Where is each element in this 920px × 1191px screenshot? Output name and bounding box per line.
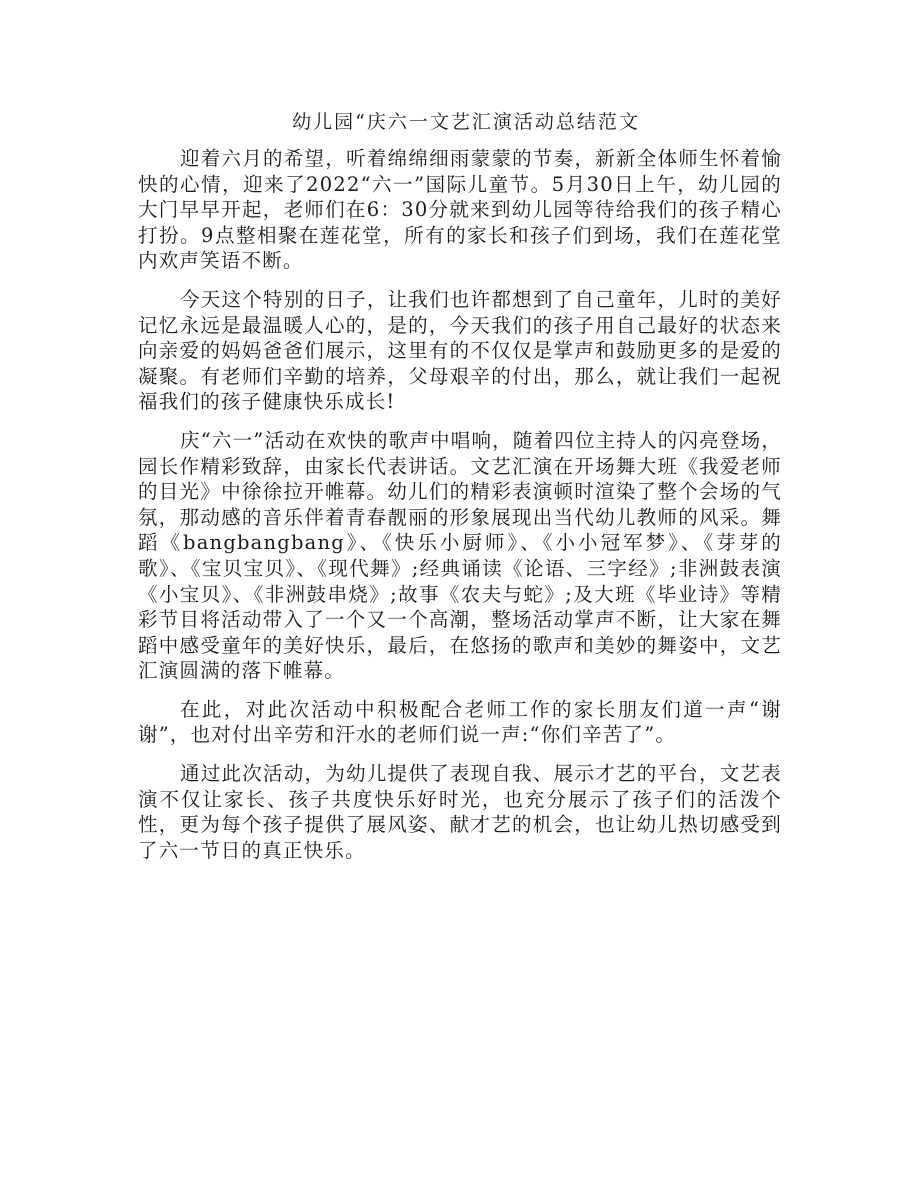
- paragraph-thanks: 在此，对此次活动中积极配合老师工作的家长朋友们道一声“谢谢”，也对付出辛劳和汗水的老师们说一声:“你们辛苦了”。: [138, 697, 782, 747]
- paragraph-performances: 庆“六一”活动在欢快的歌声中唱响，随着四位主持人的闪亮登场，园长作精彩致辞，由家长代表讲话。文艺汇演在开场舞大班《我爱老师的目光》中徐徐拉开帷幕。幼儿们的精彩表演顿时渲染了整个会场的气氛，那动感的音乐伴着青春靓丽的形象展现出当代幼儿教师的风采。舞蹈《bangbangbang》、《快乐小厨师》、《小小冠军梦》、《芽芽的歌》、《宝贝宝贝》、《现代舞》;经典诵读《论语、三字经》;非洲鼓表演《小宝贝》、《非洲鼓串烧》;故事《农夫与蛇》;及大班《毕业诗》等精彩节目将活动带入了一个又一个高潮，整场活动掌声不断，让大家在舞蹈中感受童年的美好快乐，最后，在悠扬的歌声和美妙的舞姿中，文艺汇演圆满的落下帷幕。: [138, 428, 782, 683]
- document-page: [138, 108, 782, 876]
- paragraph-childhood: 今天这个特别的日子，让我们也许都想到了自己童年，儿时的美好记忆永远是最温暖人心的，是的，今天我们的孩子用自己最好的状态来向亲爱的妈妈爸爸们展示，这里有的不仅仅是掌声和鼓励更多的是爱的凝聚。有老师们辛勤的培养，父母艰辛的付出，那么，就让我们一起祝福我们的孩子健康快乐成长!: [138, 287, 782, 414]
- paragraph-conclusion: 通过此次活动，为幼儿提供了表现自我、展示才艺的平台，文艺表演不仅让家长、孩子共度快乐好时光，也充分展示了孩子们的活泼个性，更为每个孩子提供了展风姿、献才艺的机会，也让幼儿热切感受到了六一节日的真正快乐。: [138, 762, 782, 862]
- document-title: 幼儿园“庆六一文艺汇演活动总结范文: [292, 111, 640, 133]
- paragraph-opening: 迎着六月的希望，听着绵绵细雨蒙蒙的节奏，新新全体师生怀着愉快的心情，迎来了2022“六一”国际儿童节。5月30日上午，幼儿园的大门早早开起，老师们在6：30分就来到幼儿园等待给我们的孩子精心打扮。9点整相聚在莲花堂，所有的家长和孩子们到场，我们在莲花堂内欢声笑语不断。: [138, 147, 782, 273]
